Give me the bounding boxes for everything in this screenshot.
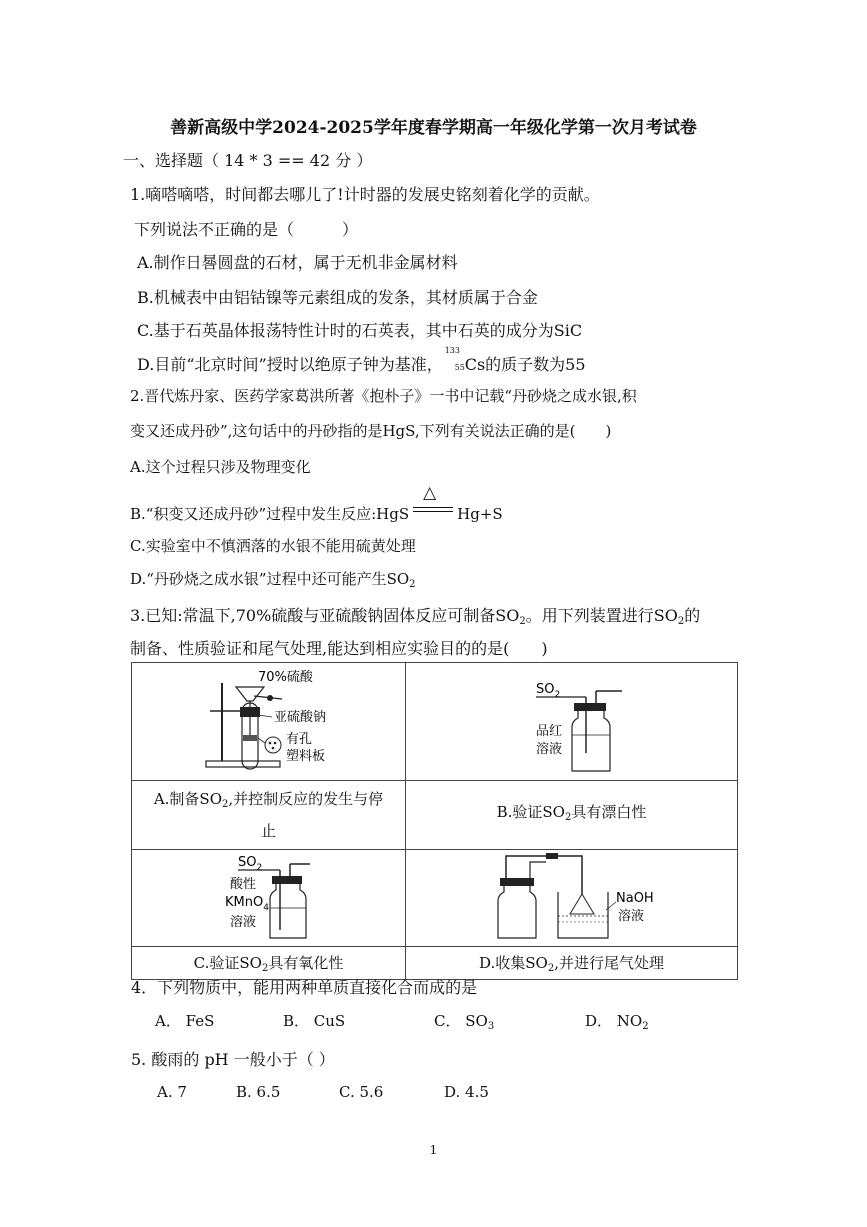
heat-symbol: △ <box>423 483 437 503</box>
apparatus-d-cell <box>406 850 738 947</box>
label-sodium-sulfite: 亚硫酸钠 <box>274 710 327 725</box>
apparatus-a-cell <box>132 663 406 781</box>
caption-d: D.收集$SO_2$,并进行尾气处理 <box>406 947 738 980</box>
apparatus-a-figure <box>132 663 405 776</box>
apparatus-c-figure <box>132 850 405 942</box>
q2-option-b: B.“积变又还成丹砂”过程中发生反应:HgS △ Hg+S <box>130 483 503 523</box>
q4-stem: 4．下列物质中，能用两种单质直接化合而成的是 <box>131 978 478 997</box>
q5-stem: 5. 酸雨的 pH 一般小于（ ） <box>131 1050 335 1069</box>
caption-a: A.制备$SO_2$,并控制反应的发生与停 止 <box>132 781 406 850</box>
apparatus-b-figure <box>406 663 737 776</box>
label-solution-c: 溶液 <box>230 915 257 930</box>
q4-option-d: D． $NO_2$ <box>585 1012 649 1032</box>
q4-option-b: B． CuS <box>283 1012 346 1030</box>
label-solution-d: 溶液 <box>618 909 645 924</box>
q1-option-b: B.机械表中由铝钴镍等元素组成的发条，其材质属于合金 <box>137 288 538 307</box>
apparatus-b-cell <box>406 663 738 781</box>
reaction-arrow <box>409 483 457 521</box>
q1-isotope-mass: 133 <box>444 346 460 355</box>
label-acidic: 酸性 <box>230 877 257 892</box>
q2-option-c: C.实验室中不慎洒落的水银不能用硫黄处理 <box>130 537 416 555</box>
label-perforated: 有孔 <box>286 732 313 747</box>
q1-stem-line2: 下列说法不正确的是（ ） <box>134 220 359 239</box>
apparatus-d-figure <box>406 850 737 942</box>
label-so2-c: $SO_2$ <box>238 855 263 873</box>
q1-option-c: C.基于石英晶体报荡特性计时的石英表，其中石英的成分为SiC <box>137 321 583 340</box>
q1-option-a: A.制作日晷圆盘的石材，属于无机非金属材料 <box>137 253 458 272</box>
caption-c: C.验证$SO_2$具有氧化性 <box>132 947 406 980</box>
label-plastic-plate: 塑料板 <box>286 749 326 764</box>
q5-option-a: A. 7 <box>157 1083 187 1101</box>
q4-option-a: A． FeS <box>155 1012 215 1030</box>
q2-stem-line1: 2.晋代炼丹家、医药学家葛洪所著《抱朴子》一书中记载“丹砂烧之成水银,积 <box>130 387 637 405</box>
section-heading: 一、选择题（ 14 * 3 == 42 分 ） <box>123 151 373 170</box>
q5-option-b: B. 6.5 <box>236 1083 281 1101</box>
label-sulfuric-acid: 70%硫酸 <box>258 670 313 685</box>
q5-option-d: D. 4.5 <box>444 1083 489 1101</box>
q3-stem-line2: 制备、性质验证和尾气处理,能达到相应实验目的的是( ) <box>130 639 548 658</box>
label-solution-b: 溶液 <box>536 742 563 757</box>
q1-stem-line1: 1.嘀嗒嘀嗒，时间都去哪儿了!计时器的发展史铭刻着化学的贡献。 <box>130 185 600 204</box>
q2-option-a: A.这个过程只涉及物理变化 <box>130 458 311 476</box>
q1-isotope-number: 55 <box>454 363 465 372</box>
caption-b: B.验证$SO_2$具有漂白性 <box>406 781 738 850</box>
label-naoh: NaOH <box>616 891 654 906</box>
q2-stem-line2: 变又还成丹砂”,这句话中的丹砂指的是HgS,下列有关说法正确的是( ) <box>130 422 612 440</box>
page-title: 善新高级中学2024-2025学年度春学期高一年级化学第一次月考试卷 <box>170 118 697 138</box>
q4-option-c: C． $SO_3$ <box>434 1012 495 1032</box>
q5-option-c: C. 5.6 <box>339 1083 384 1101</box>
page-number: 1 <box>429 1143 438 1157</box>
label-kmno4: KMnO$_4$ <box>225 895 269 913</box>
q1-option-d: D.目前“北京时间”授时以绝原子钟为基准， 133 55 Cs的质子数为55 <box>137 346 586 374</box>
q3-apparatus-table <box>131 662 738 980</box>
label-magenta: 品红 <box>536 724 563 739</box>
label-so2-b: $SO_2$ <box>536 682 561 700</box>
q2-option-d: D.“丹砂烧之成水银”过程中还可能产生$SO_2$ <box>130 570 416 590</box>
apparatus-c-cell <box>132 850 406 947</box>
q3-stem-line1: 3.已知:常温下,70%硫酸与亚硫酸钠固体反应可制备$SO_2$。用下列装置进行$SO_2$的 <box>130 606 701 627</box>
